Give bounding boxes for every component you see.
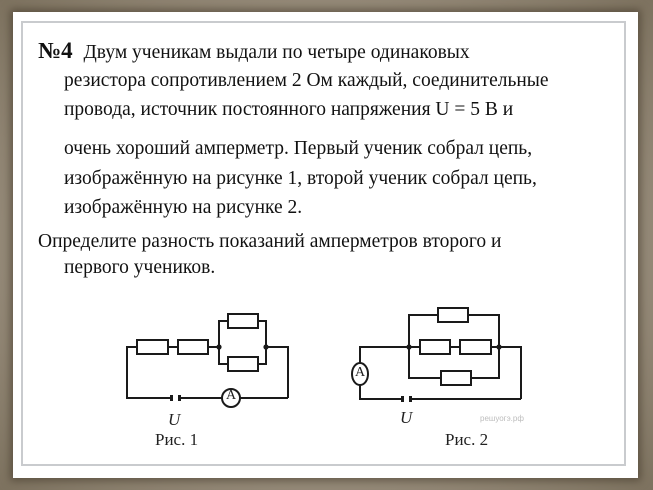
problem-text-line-5: изображённую на рисунке 1, второй ученик собрал цепь, xyxy=(64,168,537,189)
source-terminal-2a xyxy=(401,396,404,402)
problem-text-line-3: провода, источник постоянного напряжения U = 5 В и xyxy=(64,99,514,120)
source-2-label: U xyxy=(400,408,413,427)
problem-text-line-4: очень хороший амперметр. Первый ученик собрал цепь, xyxy=(64,138,533,159)
figure-1-caption: Рис. 1 xyxy=(155,430,199,449)
problem-text-line-2: резистора сопротивлением 2 Ом каждый, соединительные xyxy=(64,70,549,91)
question-line-2: первого учеников. xyxy=(64,257,216,278)
resistor-2b xyxy=(420,340,450,354)
question-line-1: Определите разность показаний амперметров второго и xyxy=(38,231,502,252)
resistor-2c xyxy=(460,340,491,354)
watermark: решуогэ.рф xyxy=(480,414,524,423)
problem-text-line-1: Двум ученикам выдали по четыре одинаковых xyxy=(83,42,470,63)
figure-2-caption: Рис. 2 xyxy=(445,430,489,449)
problem-number: №4 xyxy=(38,38,73,63)
ammeter-2-label: A xyxy=(355,365,366,380)
resistor-2a xyxy=(438,308,468,322)
resistor-2d xyxy=(441,371,471,385)
source-1-label: U xyxy=(168,410,181,429)
ammeter-1-label: A xyxy=(226,388,237,403)
problem-text-line-6: изображённую на рисунке 2. xyxy=(64,197,303,218)
source-terminal-2b xyxy=(409,396,412,402)
